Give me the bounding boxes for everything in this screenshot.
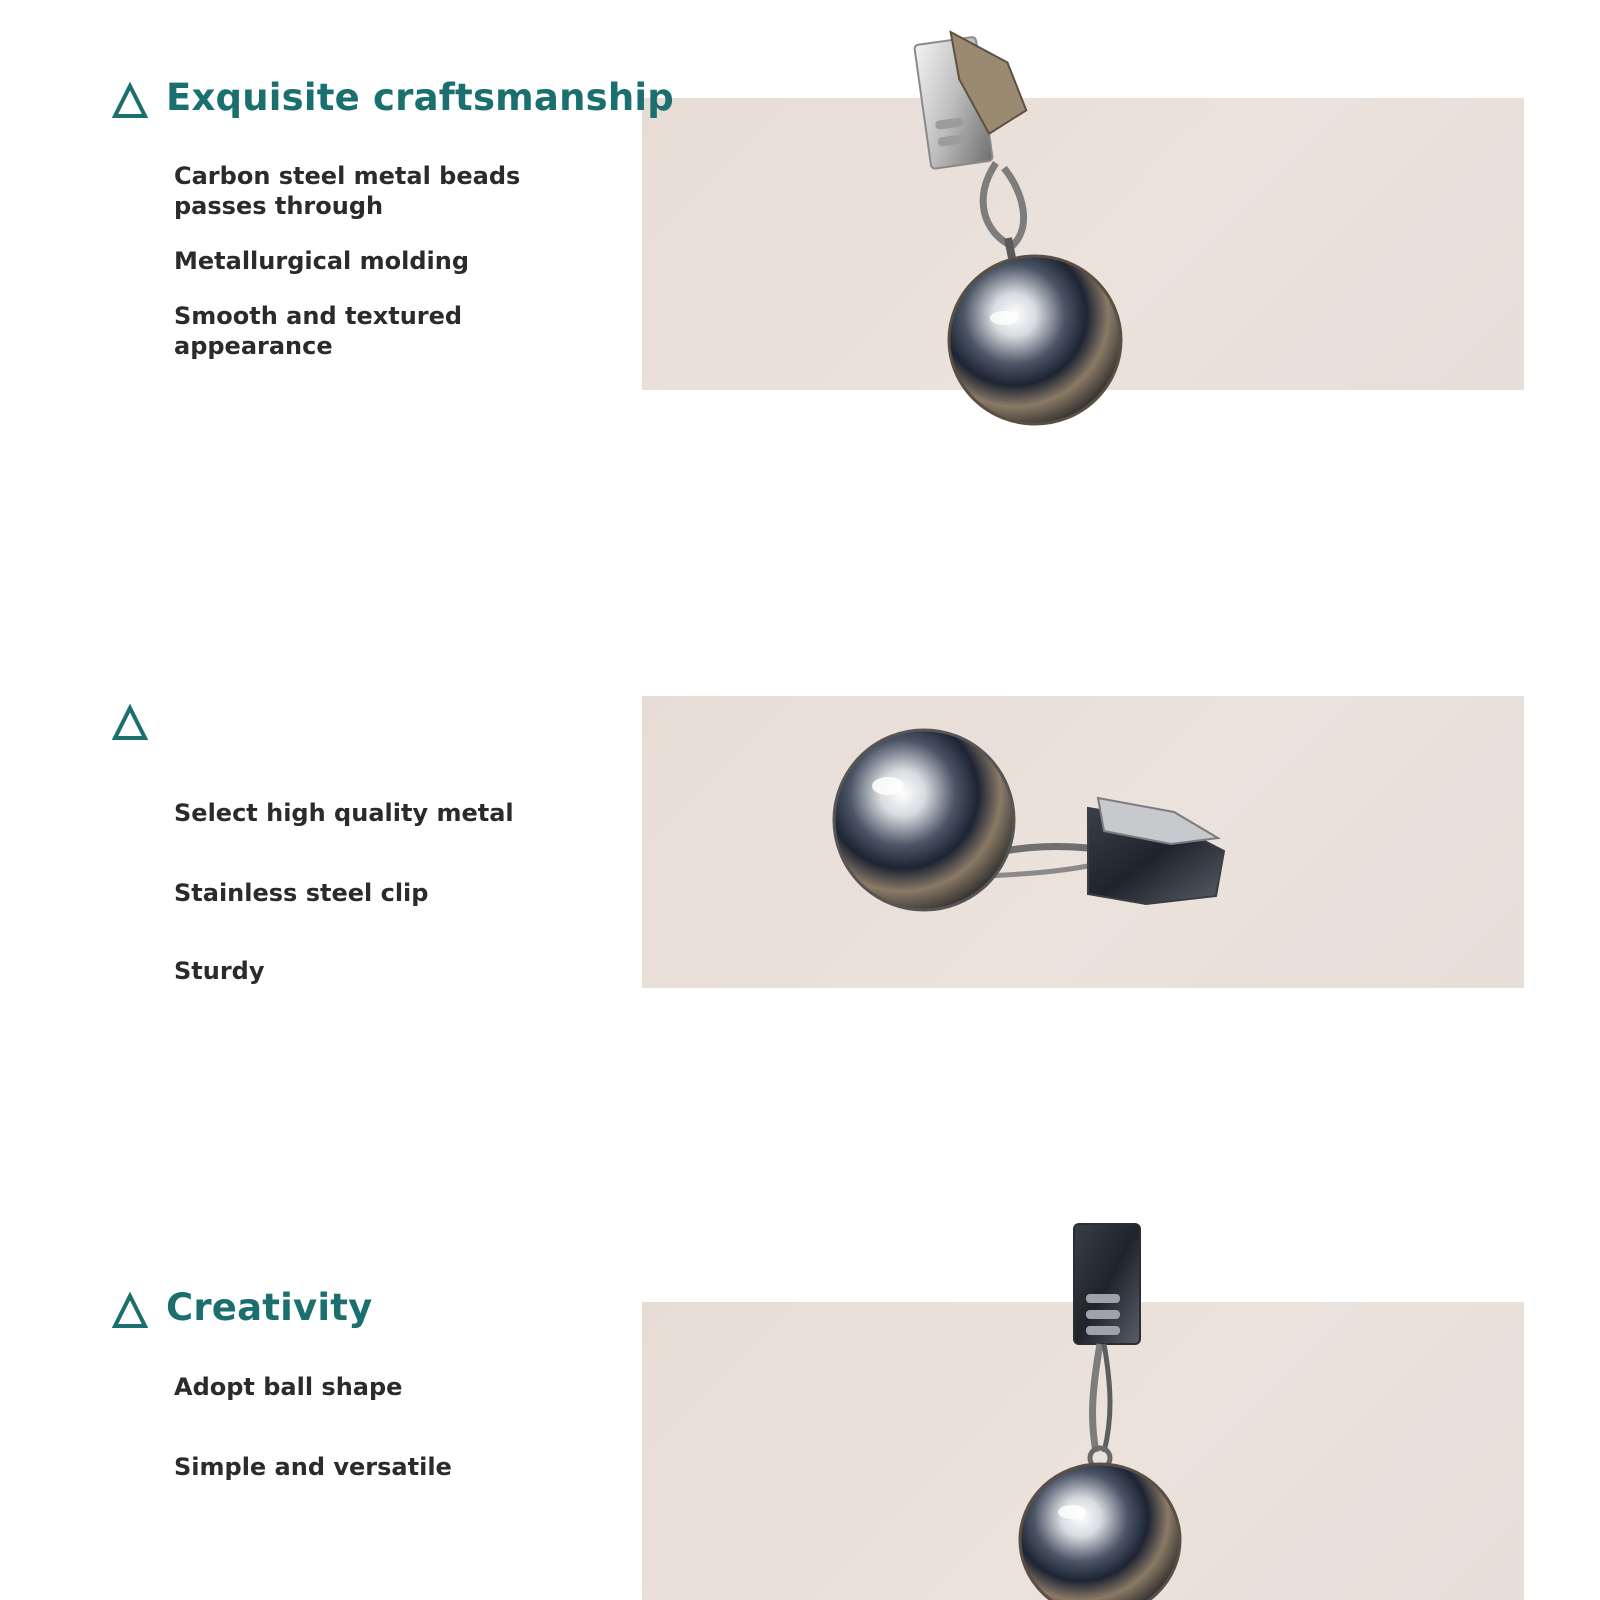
ball-clip-lying-photo — [826, 726, 1236, 926]
feature-text: Simple and versatile — [174, 1453, 452, 1481]
section-heading: Exquisite craftsmanship — [166, 76, 674, 119]
feature-text: Select high quality metal — [174, 799, 514, 827]
feature-section-craftsmanship — [0, 0, 1600, 600]
feature-section-material — [0, 600, 1600, 1160]
ball-clip-hanging-photo — [900, 18, 1160, 428]
feature-text: Stainless steel clip — [174, 879, 429, 907]
ball-clip-front-photo — [1000, 1220, 1200, 1600]
feature-text: Sturdy — [174, 957, 265, 985]
feature-text: Carbon steel metal beads — [174, 162, 521, 190]
triangle-outline-icon — [112, 1292, 148, 1330]
triangle-outline-icon — [112, 82, 148, 120]
feature-text: Smooth and textured — [174, 302, 463, 330]
feature-text: Metallurgical molding — [174, 247, 470, 275]
feature-text: passes through — [174, 192, 384, 220]
feature-section-creativity — [0, 1160, 1600, 1600]
triangle-outline-icon — [112, 704, 148, 742]
feature-text: Adopt ball shape — [174, 1373, 403, 1401]
feature-text: appearance — [174, 332, 333, 360]
section-heading: Creativity — [166, 1286, 373, 1329]
